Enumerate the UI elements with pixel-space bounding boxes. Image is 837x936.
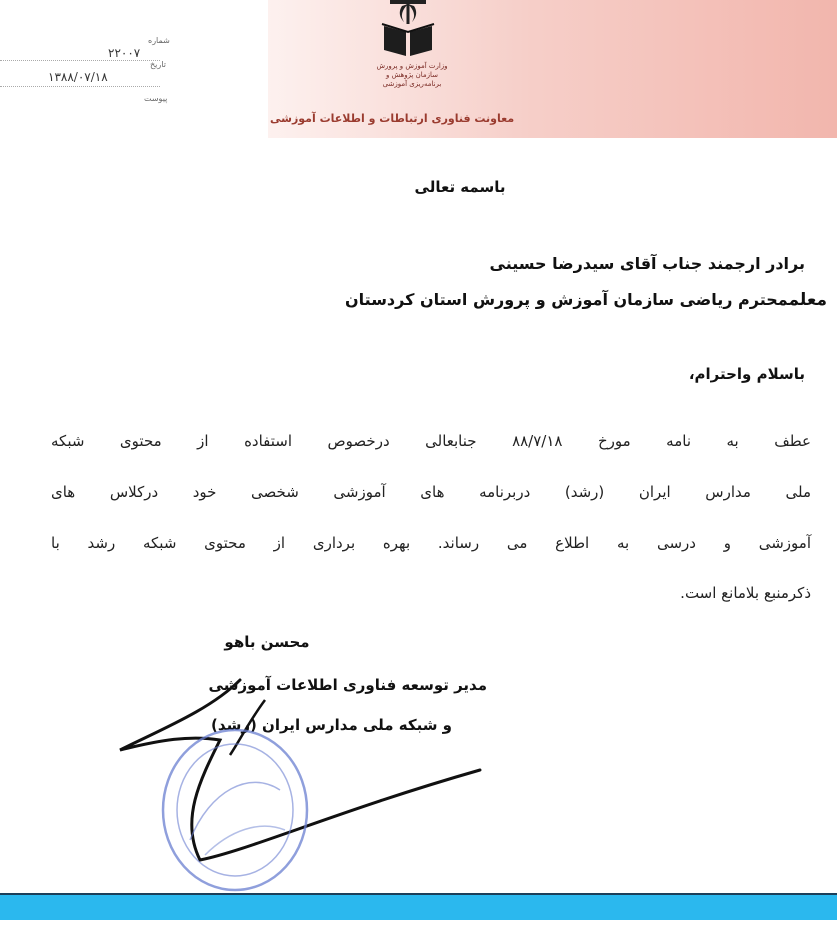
deputy-name: معاونت فناوری ارتباطات و اطلاعات آموزشی <box>270 112 515 125</box>
emblem-icon <box>378 0 438 58</box>
letter-meta <box>0 36 170 106</box>
recipient-title: محترم ریاضی سازمان آموزش و پرورش استان کردستان <box>345 290 789 309</box>
letter-number: ۲۲۰۰۷ <box>108 46 141 60</box>
official-stamp <box>150 720 320 900</box>
body-line: عطف به نامه مورخ ۸۸/۷/۱۸ جنابعالی درخصوص استفاده از محتوی شبکه <box>51 432 811 450</box>
attachment-label: پیوست <box>144 94 168 103</box>
greeting: باسلام واحترام، <box>688 365 805 383</box>
recipient-line-2 <box>187 290 827 310</box>
recipient-prefix: معلم <box>788 290 827 310</box>
meta-dots <box>0 86 160 87</box>
signer-title-2: و شبکه ملی مدارس ایران (رشد) <box>211 716 452 734</box>
signer-name: محسن باهو <box>224 633 310 651</box>
recipient-line-1: برادر ارجمند جناب آقای سیدرضا حسینی <box>489 254 805 273</box>
meta-dots <box>0 60 160 61</box>
ministry-name: وزارت آموزش و پرورش سازمان پژوهش و برنامه‌ریزی آموزشی <box>376 62 448 88</box>
footer-bar <box>0 895 837 920</box>
body-line: ذکرمنبع بلامانع است. <box>680 584 811 602</box>
date-label: تاریخ <box>150 60 166 69</box>
number-label: شماره <box>148 36 170 45</box>
signer-title-1: مدیر توسعه فناوری اطلاعات آموزشی <box>208 676 487 694</box>
body-line: آموزشی و درسی به اطلاع می رساند. بهره برداری از محتوی شبکه رشد با <box>51 534 811 552</box>
body-line: ملی مدارس ایران (رشد) دربرنامه های آموزشی شخصی خود درکلاس های <box>51 483 811 501</box>
letter-date: ۱۳۸۸/۰۷/۱۸ <box>48 70 108 84</box>
salutation: باسمه تعالی <box>414 178 506 196</box>
